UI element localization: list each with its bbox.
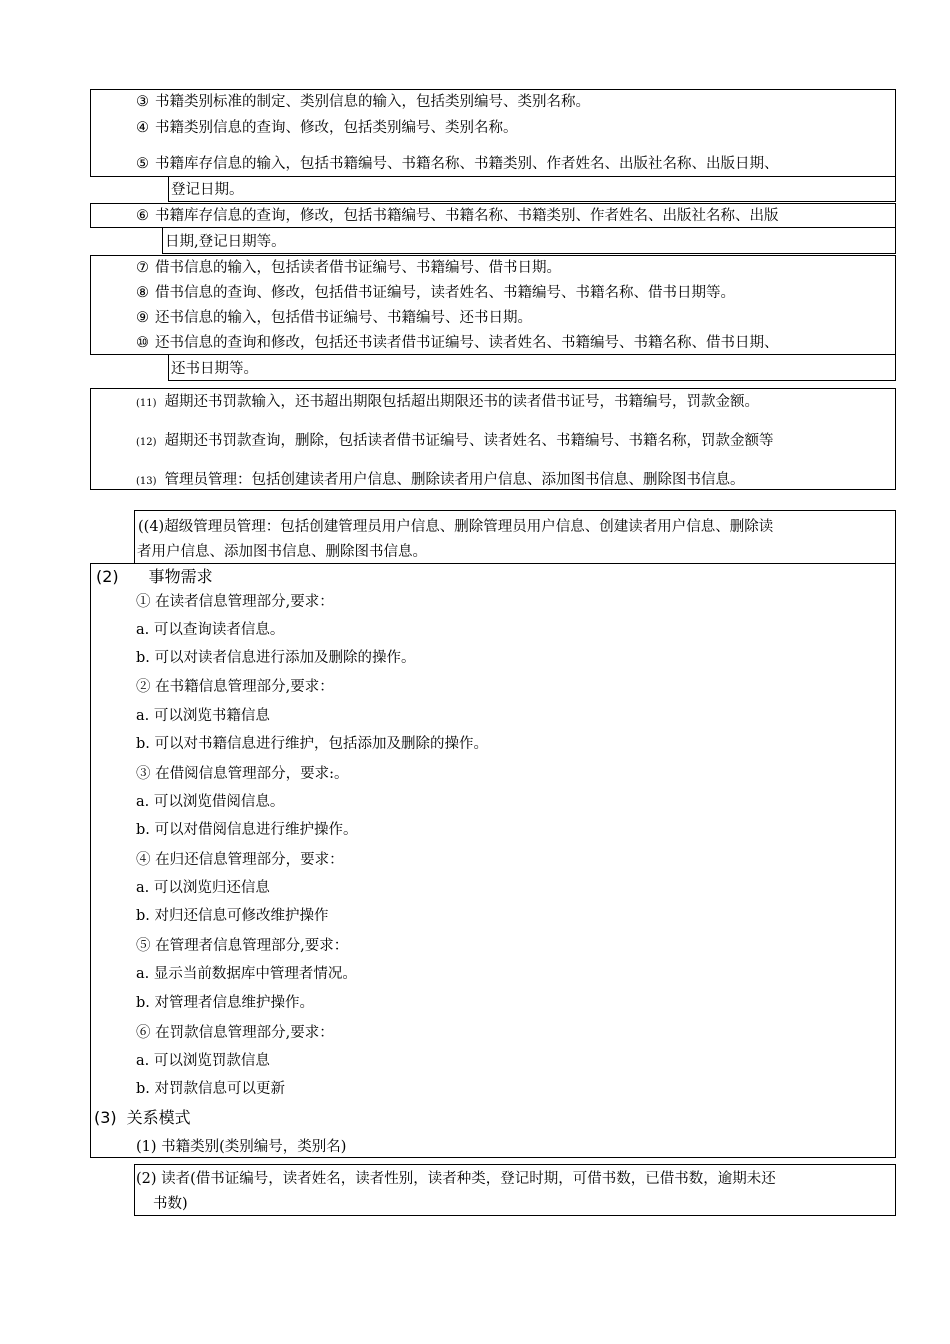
list-item: ⑤ 书籍库存信息的输入，包括书籍编号、书籍名称、书籍类别、作者姓名、出版社名称、出版日期、 — [136, 156, 779, 172]
section-heading: (3) 关系模式 — [94, 1108, 191, 1127]
req-line: ③ 在借阅信息管理部分，要求:。 — [136, 766, 349, 782]
list-item: ⑩ 还书信息的查询和修改，包括还书读者借书证编号、读者姓名、书籍编号、书籍名称、借书日期、 — [136, 335, 779, 351]
req-line: b. 对管理者信息维护操作。 — [136, 995, 314, 1011]
req-line: a. 可以浏览归还信息 — [136, 880, 270, 896]
req-line: a. 可以浏览书籍信息 — [136, 708, 270, 724]
req-line: a. 可以查询读者信息。 — [136, 622, 285, 638]
req-line: ② 在书籍信息管理部分,要求： — [136, 679, 334, 695]
relation-item-continuation: 书数) — [153, 1196, 188, 1212]
relation-item: (2) 读者(借书证编号，读者姓名，读者性别，读者种类，登记时期，可借书数，已借书数，逾期未还 — [136, 1171, 776, 1187]
relation-item: (1) 书籍类别(类别编号，类别名) — [136, 1139, 347, 1155]
req-line: b. 可以对借阅信息进行维护操作。 — [136, 822, 358, 838]
list-item-continuation: 登记日期。 — [171, 182, 244, 198]
list-item-continuation: 还书日期等。 — [171, 361, 258, 377]
frame-item-10-cont — [168, 354, 896, 381]
list-item: ⑥ 书籍库存信息的查询，修改，包括书籍编号、书籍名称、书籍类别、作者姓名、出版社名称、出版 — [136, 208, 779, 224]
req-line: ④ 在归还信息管理部分，要求： — [136, 852, 344, 868]
req-line: b. 对罚款信息可以更新 — [136, 1081, 285, 1097]
req-line: a. 可以浏览罚款信息 — [136, 1053, 270, 1069]
section-heading: (2) 事物需求 — [96, 567, 213, 586]
list-item-continuation: 日期,登记日期等。 — [165, 234, 286, 250]
list-item: ((4)超级管理员管理：包括创建管理员用户信息、删除管理员用户信息、创建读者用户信息、删除读 — [138, 519, 774, 535]
req-line: b. 可以对读者信息进行添加及删除的操作。 — [136, 650, 416, 666]
list-item: ⑦ 借书信息的输入，包括读者借书证编号、书籍编号、借书日期。 — [136, 260, 561, 276]
req-line: a. 可以浏览借阅信息。 — [136, 794, 285, 810]
req-line: b. 对归还信息可修改维护操作 — [136, 908, 329, 924]
frame-item-5-cont — [168, 176, 896, 202]
list-item: ⑨ 还书信息的输入，包括借书证编号、书籍编号、还书日期。 — [136, 310, 532, 326]
list-item: ④ 书籍类别信息的查询、修改，包括类别编号、类别名称。 — [136, 120, 518, 136]
req-line: a. 显示当前数据库中管理者情况。 — [136, 966, 357, 982]
req-line: ① 在读者信息管理部分,要求： — [136, 594, 334, 610]
list-item: ③ 书籍类别标准的制定、类别信息的输入，包括类别编号、类别名称。 — [136, 94, 590, 110]
list-item: ⑧ 借书信息的查询、修改，包括借书证编号，读者姓名、书籍编号、书籍名称、借书日期等。 — [136, 285, 735, 301]
list-item: (12) 超期还书罚款查询，删除，包括读者借书证编号、读者姓名、书籍编号、书籍名称，罚款金额等 — [136, 433, 774, 449]
req-line: b. 可以对书籍信息进行维护，包括添加及删除的操作。 — [136, 736, 488, 752]
list-item: (11) 超期还书罚款输入，还书超出期限包括超出期限还书的读者借书证号，书籍编号，罚款金额。 — [136, 394, 760, 410]
req-line: ⑤ 在管理者信息管理部分,要求： — [136, 938, 349, 954]
list-item: (13) 管理员管理：包括创建读者用户信息、删除读者用户信息、添加图书信息、删除图书信息。 — [136, 472, 745, 488]
list-item-continuation: 者用户信息、添加图书信息、删除图书信息。 — [137, 544, 427, 560]
req-line: ⑥ 在罚款信息管理部分,要求： — [136, 1025, 334, 1041]
